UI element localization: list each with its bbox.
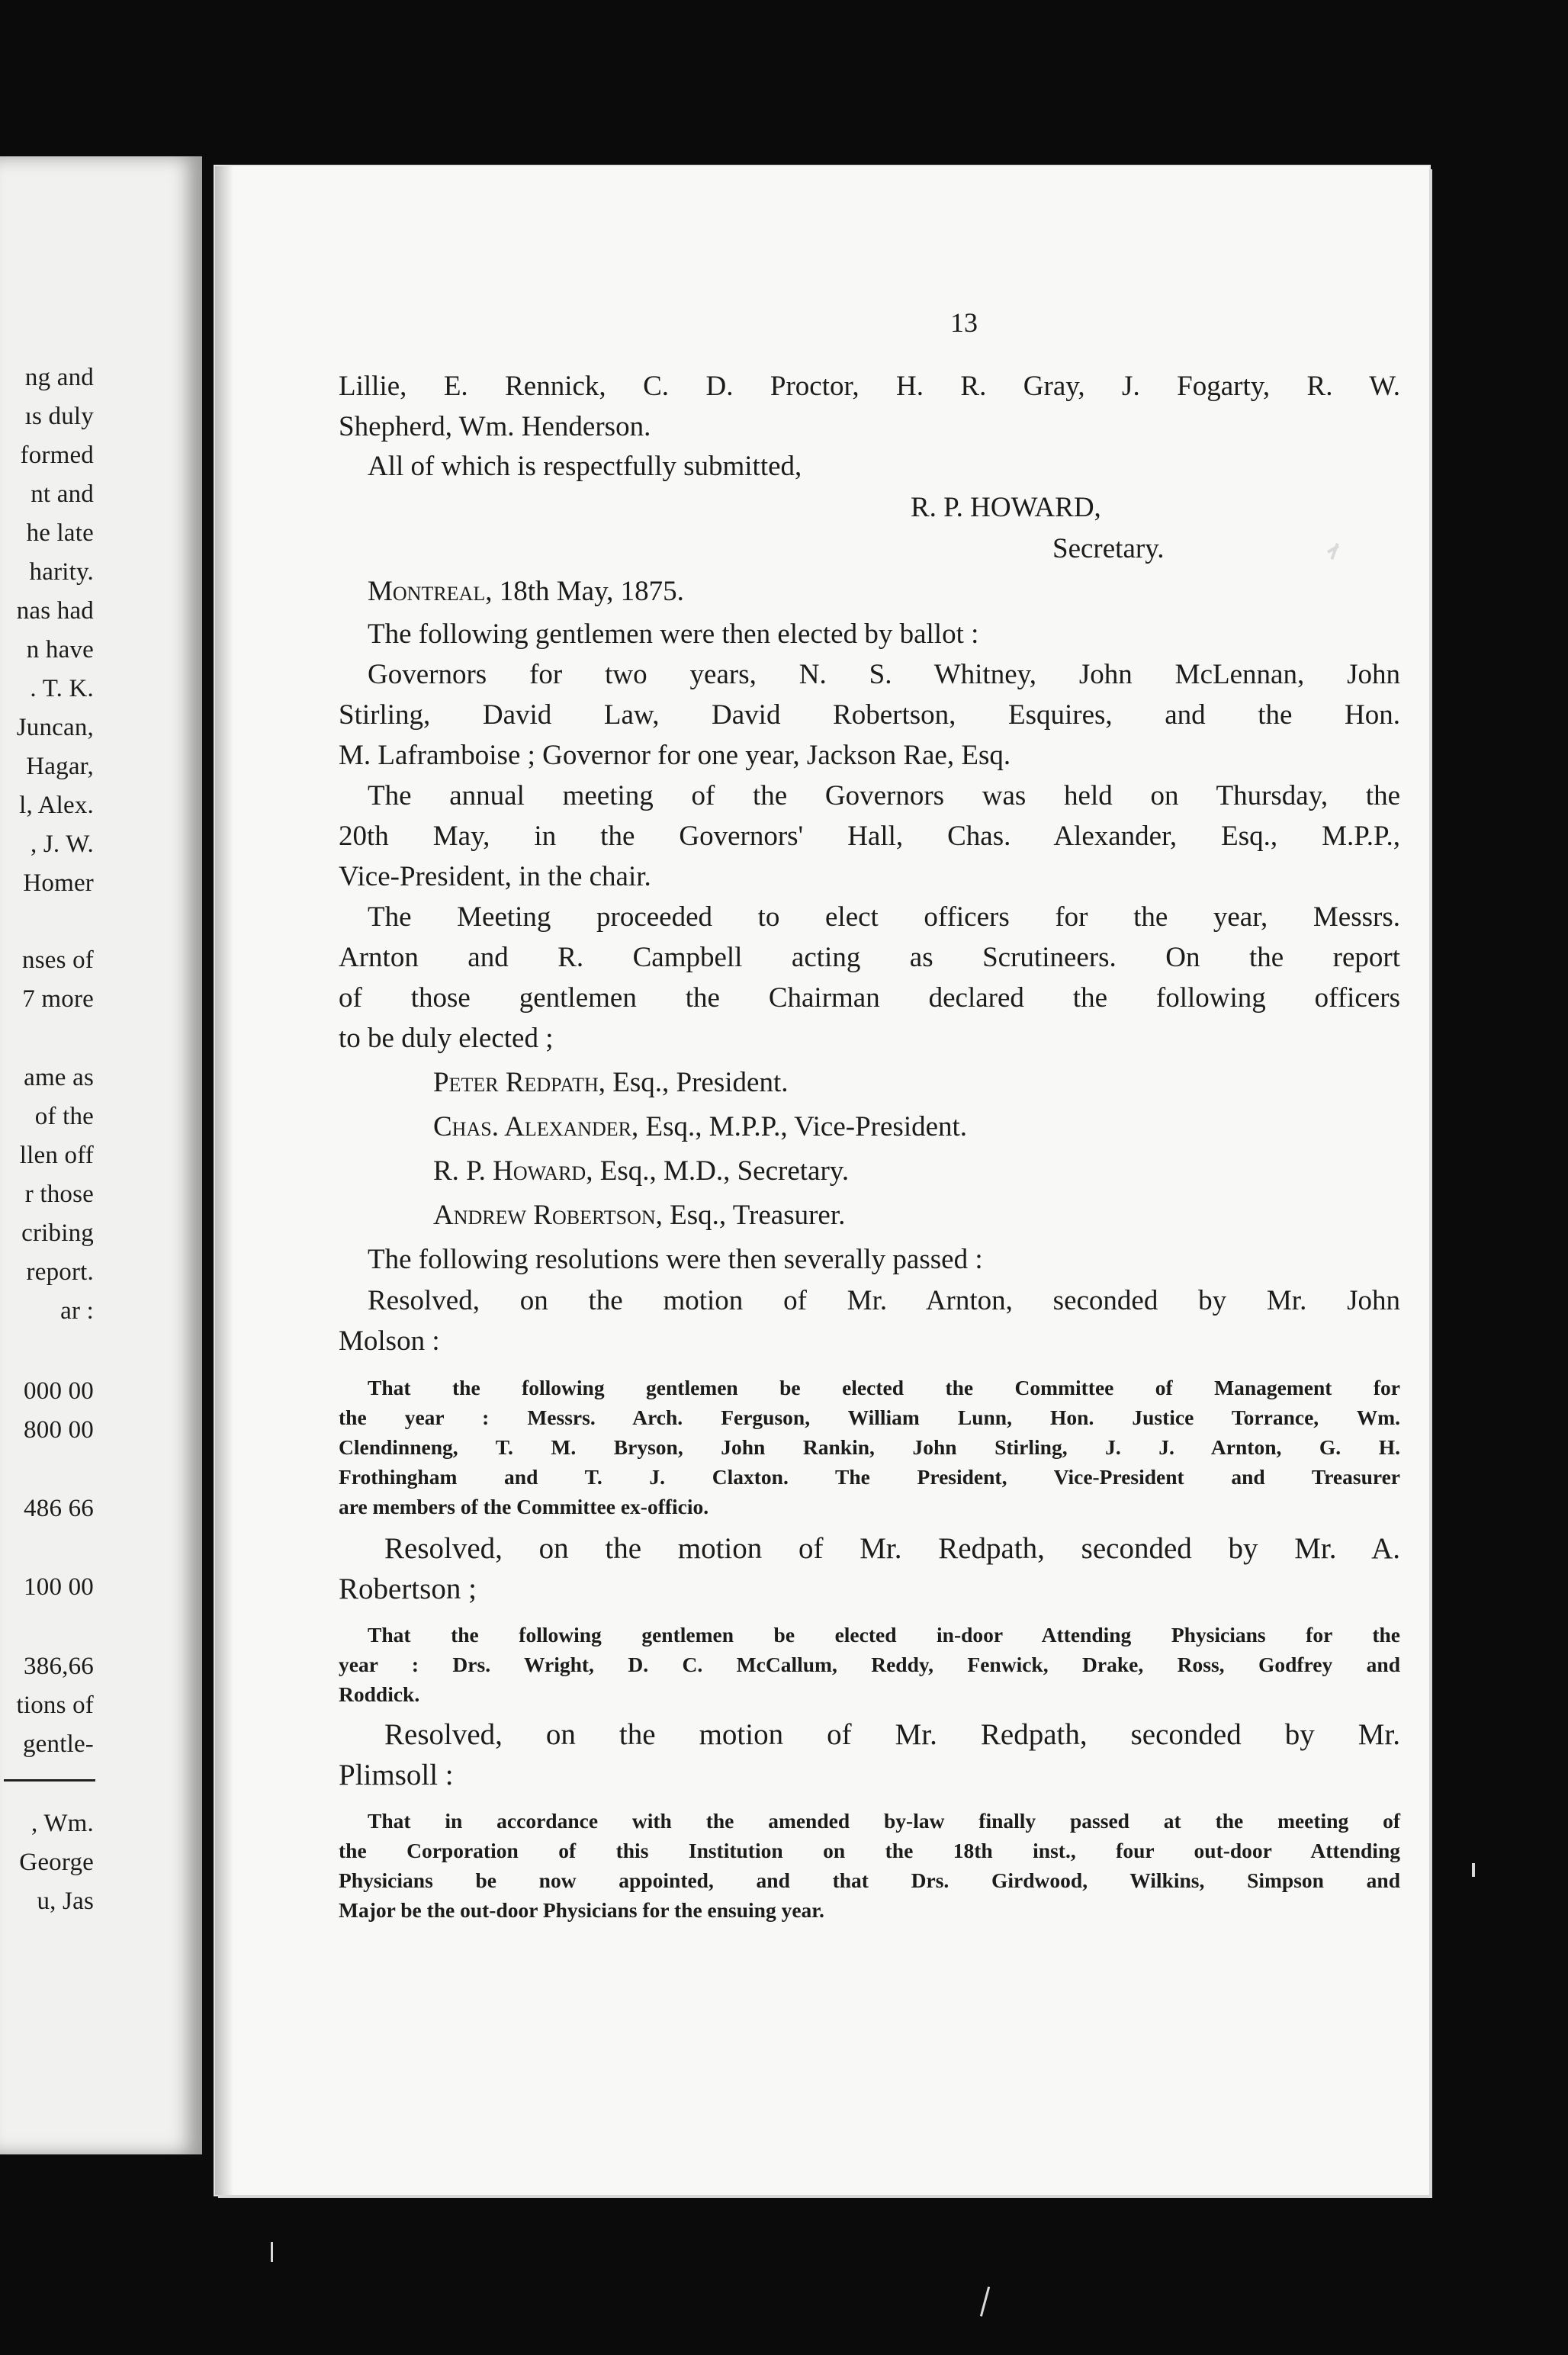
left-page-line: l, Alex.: [19, 792, 94, 819]
text-line: Arnton and R. Campbell acting as Scrutineers. On the report: [339, 942, 1400, 973]
resolution-text: the Corporation of this Institution on the 18th inst., four out-door Attending: [339, 1839, 1400, 1862]
officer-line: [433, 1155, 849, 1187]
scan-speck: [980, 2286, 990, 2316]
left-page-line: 386,66: [24, 1653, 94, 1680]
left-page-line: Juncan,: [16, 714, 94, 741]
text-line: Lillie, E. Rennick, C. D. Proctor, H. R. Gray, J. Fogarty, R. W.: [339, 371, 1400, 402]
text-line: Stirling, David Law, David Robertson, Esquires, and the Hon.: [339, 699, 1400, 731]
left-page-line: ng and: [24, 364, 94, 391]
officer-role: , Esq., Treasurer.: [655, 1200, 846, 1231]
text-line: Shepherd, Wm. Henderson.: [339, 411, 651, 442]
scan-speck: [1472, 1863, 1475, 1877]
text-line: Resolved, on the motion of Mr. Arnton, seconded by Mr. John: [368, 1285, 1400, 1316]
left-page-line: nses of: [22, 946, 94, 974]
place-date-line: [368, 575, 684, 608]
left-page-line: 7 more: [22, 985, 94, 1013]
resolution-text: Roddick.: [339, 1682, 420, 1706]
left-page-line: report.: [26, 1258, 94, 1286]
left-page-line: nt and: [31, 480, 94, 508]
left-page-line: of the: [34, 1103, 94, 1130]
left-page-line: harity.: [29, 558, 94, 586]
signature-name: R. P. HOWARD,: [911, 492, 1101, 523]
left-page-line: ame as: [24, 1064, 94, 1091]
resolution-text: That the following gentlemen be elected the Committee of Management for: [368, 1376, 1400, 1399]
left-page-line: formed: [20, 442, 94, 469]
left-page-line: George: [19, 1849, 94, 1876]
officer-name: R. P. Howard: [433, 1155, 586, 1187]
left-page-line: 800 00: [24, 1416, 94, 1444]
left-facing-page: [0, 156, 202, 2154]
page-number: 13: [950, 307, 978, 338]
text-line: All of which is respectfully submitted,: [368, 451, 802, 482]
left-page-line: 000 00: [24, 1377, 94, 1405]
resolution-text: That the following gentlemen be elected in-door Attending Physicians for the: [368, 1623, 1400, 1647]
resolution-text: are members of the Committee ex-officio.: [339, 1495, 709, 1518]
left-page-line: nas had: [16, 597, 94, 625]
text-line: Molson :: [339, 1325, 440, 1357]
officer-role: , Esq., M.D., Secretary.: [586, 1155, 850, 1187]
text-line: The following resolutions were then severally passed :: [368, 1244, 983, 1275]
resolution-text: Frothingham and T. J. Claxton. The President, Vice-President and Treasurer: [339, 1465, 1400, 1489]
left-page-line: ıs duly: [24, 403, 94, 430]
officer-role: , Esq., President.: [598, 1067, 789, 1098]
officer-name: Peter Redpath: [433, 1067, 599, 1098]
officer-name: Andrew Robertson: [433, 1200, 656, 1231]
text-line: Resolved, on the motion of Mr. Redpath, seconded by Mr. A.: [384, 1532, 1400, 1565]
text-line: to be duly elected ;: [339, 1023, 554, 1054]
resolution-text: Physicians be now appointed, and that Drs. Girdwood, Wilkins, Simpson and: [339, 1868, 1400, 1892]
date: , 18th May, 1875.: [485, 576, 684, 607]
left-page-line: tions of: [16, 1692, 94, 1719]
officer-line: [433, 1066, 788, 1099]
officer-role: , Esq., M.P.P., Vice-President.: [631, 1111, 968, 1142]
officer-line: [433, 1110, 967, 1143]
text-line: Vice-President, in the chair.: [339, 861, 651, 892]
left-page-line: ar :: [60, 1297, 94, 1325]
resolution-text: Major be the out-door Physicians for the ensuing year.: [339, 1898, 824, 1922]
left-page-line: 486 66: [24, 1495, 94, 1522]
text-line: Resolved, on the motion of Mr. Redpath, seconded by Mr.: [384, 1718, 1400, 1751]
left-page-line: u, Jas: [37, 1888, 94, 1915]
resolution-text: year : Drs. Wright, D. C. McCallum, Reddy, Fenwick, Drake, Ross, Godfrey and: [339, 1653, 1400, 1676]
text-line: The Meeting proceeded to elect officers for the year, Messrs.: [368, 901, 1400, 933]
left-page-line: , J. W.: [30, 831, 94, 858]
left-page-line: Hagar,: [26, 753, 94, 780]
text-line: The following gentlemen were then elected by ballot :: [368, 618, 979, 650]
resolution-text: That in accordance with the amended by-law finally passed at the meeting of: [368, 1809, 1400, 1833]
text-line: The annual meeting of the Governors was held on Thursday, the: [368, 780, 1400, 811]
left-page-line: llen off: [19, 1142, 94, 1169]
left-page-line: Homer: [23, 869, 94, 897]
text-line: Plimsoll :: [339, 1759, 454, 1791]
text-line: of those gentlemen the Chairman declared the following officers: [339, 982, 1400, 1014]
officer-name: Chas. Alexander: [433, 1111, 631, 1142]
document-page: [215, 166, 1429, 2195]
resolution-text: the year : Messrs. Arch. Ferguson, William Lunn, Hon. Justice Torrance, Wm.: [339, 1406, 1400, 1429]
left-page-line: n have: [26, 636, 94, 663]
left-page-line: gentle-: [22, 1730, 94, 1758]
resolution-text: Clendinneng, T. M. Bryson, John Rankin, John Stirling, J. J. Arnton, G. H.: [339, 1435, 1400, 1459]
left-page-total-rule: [4, 1779, 95, 1782]
text-line: Robertson ;: [339, 1573, 477, 1605]
place: Montreal: [368, 576, 486, 607]
left-page-line: r those: [24, 1181, 94, 1208]
scan-speck: [271, 2242, 273, 2262]
text-line: M. Laframboise ; Governor for one year, Jackson Rae, Esq.: [339, 740, 1011, 771]
left-page-line: . T. K.: [30, 675, 94, 702]
left-page-line: cribing: [21, 1219, 94, 1247]
page-gutter-shadow: [215, 166, 233, 2195]
left-page-line: he late: [26, 519, 94, 547]
text-line: 20th May, in the Governors' Hall, Chas. Alexander, Esq., M.P.P.,: [339, 821, 1400, 852]
signature-title: Secretary.: [1052, 533, 1165, 564]
officer-line: [433, 1199, 845, 1232]
left-page-line: , Wm.: [31, 1810, 94, 1837]
text-line: Governors for two years, N. S. Whitney, John McLennan, John: [368, 659, 1400, 690]
left-page-line: 100 00: [24, 1573, 94, 1601]
